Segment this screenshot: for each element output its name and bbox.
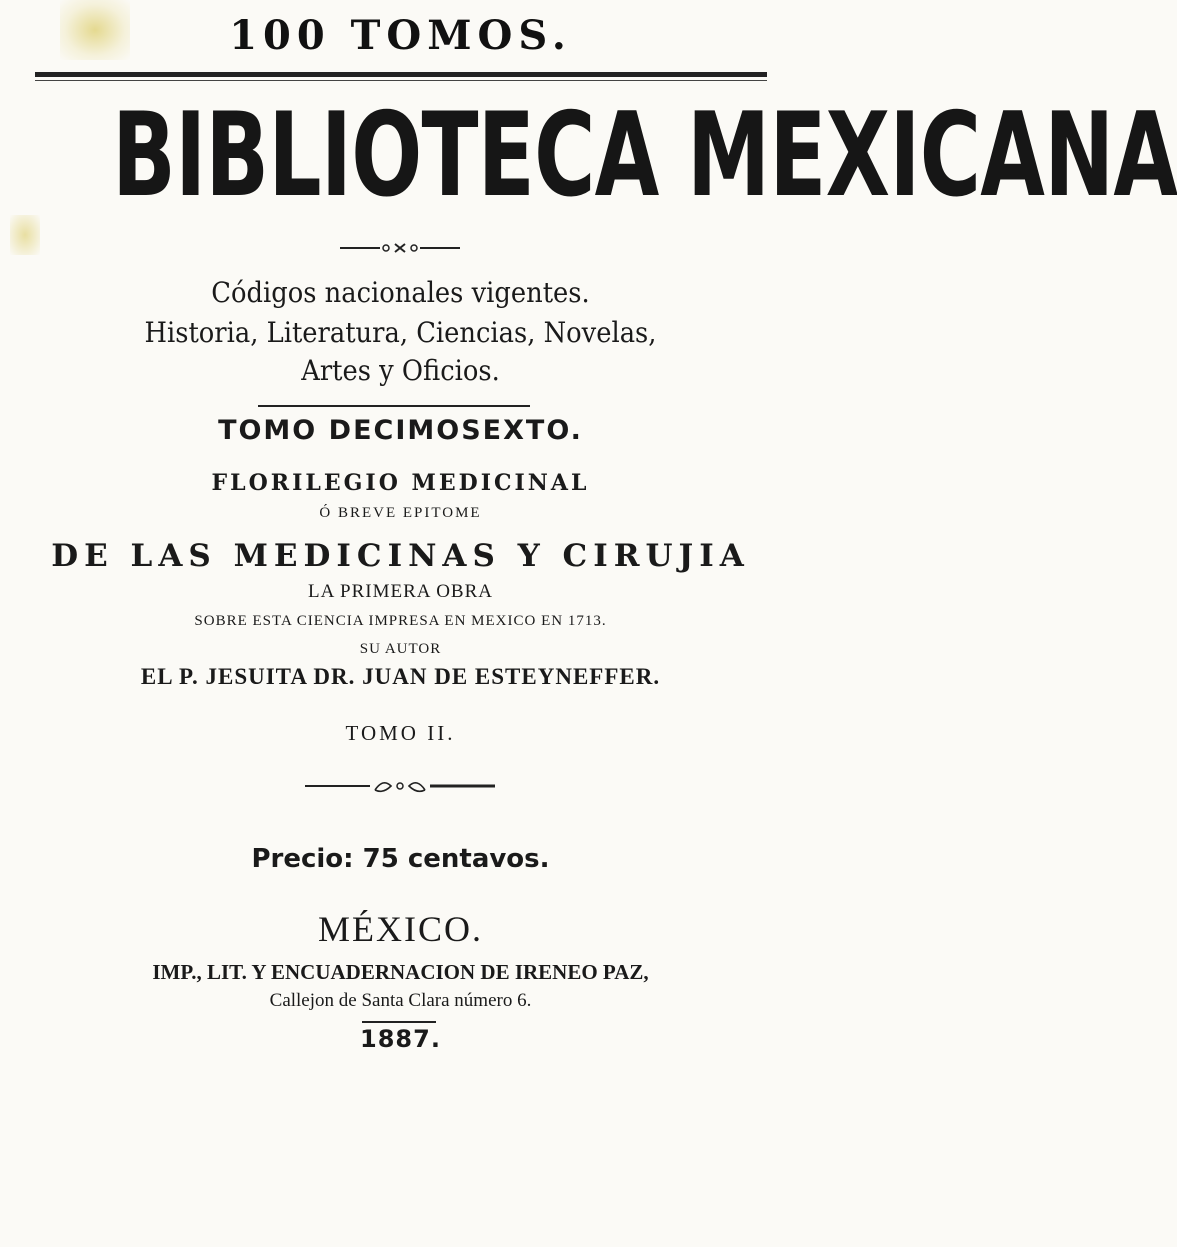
ornament-divider-2: [305, 776, 495, 796]
author-name: EL P. JESUITA DR. JUAN DE ESTEYNEFFER.: [140, 664, 661, 689]
imprint-city: MÉXICO.: [318, 909, 483, 949]
imprint-printer: IMP., LIT. Y ENCUADERNACION DE IRENEO PAZ,: [152, 960, 649, 984]
banner-title: BIBLIOTECA MEXICANA: [112, 88, 1177, 223]
tomo-number: TOMO II.: [345, 721, 456, 745]
header-rule-thick: [35, 72, 767, 77]
first-work-line: LA PRIMERA OBRA: [308, 581, 493, 602]
series-heading: 100 TOMOS.: [229, 12, 572, 59]
price-text: Precio: 75 centavos.: [251, 844, 550, 874]
work-main-title: DE LAS MEDICINAS Y CIRUJIA: [51, 538, 750, 574]
imprint-year: 1887.: [360, 1025, 441, 1053]
volume-rule: [258, 405, 530, 407]
header-rule-thin: [35, 80, 767, 81]
printed-line: SOBRE ESTA CIENCIA IMPRESA EN MEXICO EN 1713.: [194, 613, 607, 629]
paper-stain: [10, 215, 40, 255]
work-title: FLORILEGIO MEDICINAL: [211, 470, 590, 496]
year-rule: [362, 1021, 436, 1023]
subtitle-line-1: Códigos nacionales vigentes.: [211, 276, 590, 309]
work-subtitle: Ó BREVE EPITOME: [319, 505, 482, 521]
volume-label: TOMO DECIMOSEXTO.: [218, 415, 583, 446]
imprint-address: Callejon de Santa Clara número 6.: [269, 990, 532, 1011]
subtitle-line-3: Artes y Oficios.: [301, 354, 500, 387]
subtitle-line-2: Historia, Literatura, Ciencias, Novelas,: [144, 316, 657, 349]
ornament-divider: [340, 243, 460, 253]
author-label: SU AUTOR: [359, 641, 442, 657]
